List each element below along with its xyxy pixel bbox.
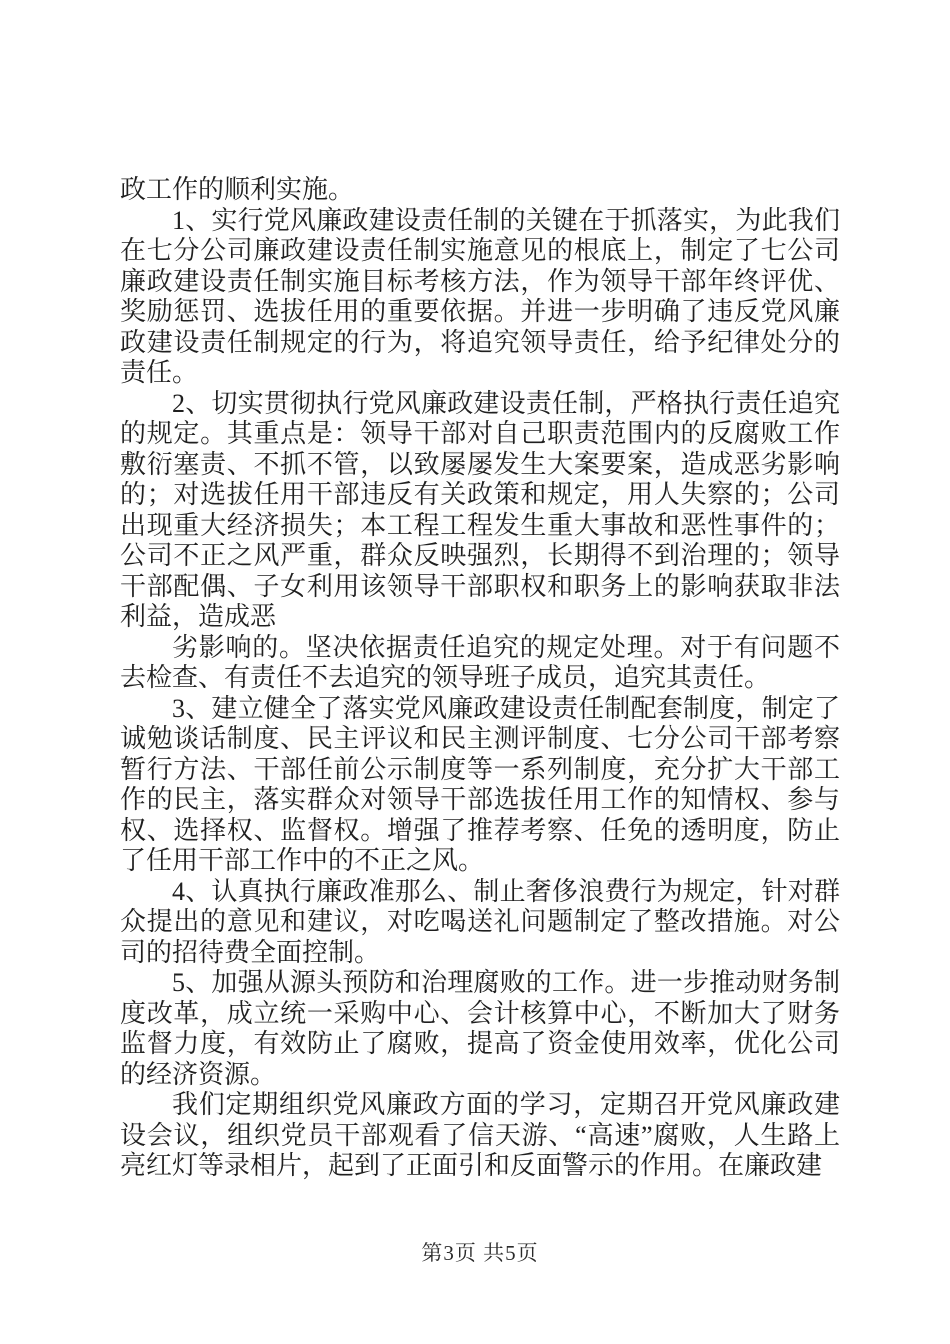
paragraph-item-1: 1、实行党风廉政建设责任制的关键在于抓落实，为此我们在七分公司廉政建设责任制实施意见的根底上，制定了七公司廉政建设责任制实施目标考核方法，作为领导干部年终评优、奖励惩罚、选拔任用的重要依据。并进一步明确了违反党风廉政建设责任制规定的行为，将追究领导责任，给予纪律处分的责任。 [120,205,840,387]
paragraph-item-3: 3、建立健全了落实党风廉政建设责任制配套制度，制定了诚勉谈话制度、民主评议和民主测评制度、七分公司干部考察暂行方法、干部任前公示制度等一系列制度，充分扩大干部工作的民主，落实群众对领导干部选拔任用工作的知情权、参与权、选择权、监督权。增强了推荐考察、任免的透明度，防止了任用干部工作中的不正之风。 [120,693,840,875]
paragraph-continuation: 政工作的顺利实施。 [120,175,355,204]
paragraph-item-4: 4、认真执行廉政准那么、制止奢侈浪费行为规定，针对群众提出的意见和建议，对吃喝送礼问题制定了整改措施。对公司的招待费全面控制。 [120,876,840,967]
paragraph-item-5: 5、加强从源头预防和治理腐败的工作。进一步推动财务制度改革，成立统一采购中心、会计核算中心，不断加大了财务监督力度，有效防止了腐败，提高了资金使用效率，优化公司的经济资源。 [120,968,840,1089]
document-body [120,175,840,1182]
paragraph-closing: 我们定期组织党风廉政方面的学习，定期召开党风廉政建设会议，组织党员干部观看了信天游、“高速”腐败，人生路上亮红灯等录相片，起到了正面引和反面警示的作用。在廉政建 [120,1090,840,1180]
paragraph-item-2-continued: 劣影响的。坚决依据责任追究的规定处理。对于有问题不去检查、有责任不去追究的领导班子成员，追究其责任。 [120,632,840,692]
paragraph-item-2: 2、切实贯彻执行党风廉政建设责任制，严格执行责任追究的规定。其重点是：领导干部对自己职责范围内的反腐败工作敷衍塞责、不抓不管，以致屡屡发生大案要案，造成恶劣影响的；对选拔任用干部违反有关政策和规定，用人失察的；公司出现重大经济损失；本工程工程发生重大事故和恶性事件的；公司不正之风严重，群众反映强烈，长期得不到治理的；领导干部配偶、子女利用该领导干部职权和职务上的影响获取非法利益，造成恶 [120,388,840,631]
page-number-label: 第3页 共5页 [421,1241,539,1265]
page-footer [120,1241,840,1265]
